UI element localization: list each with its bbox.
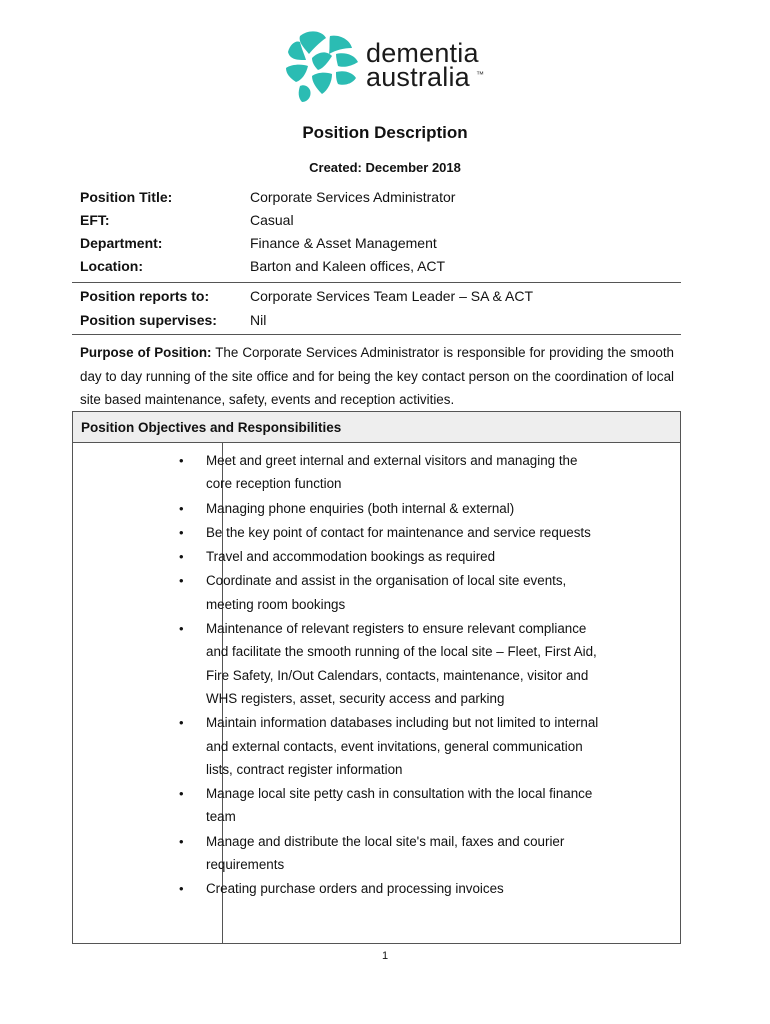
list-item: • Manage local site petty cash in consultation with the local finance team [206, 782, 606, 829]
detail-value: Barton and Kaleen offices, ACT [250, 258, 446, 274]
detail-label: Location: [80, 258, 143, 274]
detail-value: Corporate Services Administrator [250, 189, 456, 205]
logo-trademark: ™ [476, 70, 484, 79]
detail-label: Position Title: [80, 189, 173, 205]
detail-value: Finance & Asset Management [250, 235, 437, 251]
brain-logo-icon [282, 30, 364, 104]
dementia-australia-logo [282, 30, 492, 104]
logo-text-dementia: dementia [366, 38, 479, 68]
list-item: • Meet and greet internal and external visitors and managing the core reception function [206, 449, 606, 496]
divider [72, 334, 681, 335]
purpose-label: Purpose of Position: [80, 345, 212, 360]
list-item: • Manage and distribute the local site's mail, faxes and courier requirements [206, 830, 606, 877]
list-item: • Maintenance of relevant registers to ensure relevant compliance and facilitate the smooth running of the local site – Fleet, First Aid, Fire Safety, In/Out Calendars, contacts, maintenance, visitor and WHS registers, asset, security access and parking [206, 617, 606, 710]
created-date: Created: December 2018 [309, 160, 461, 175]
list-item: • Managing phone enquiries (both internal & external) [206, 497, 606, 520]
list-item: • Coordinate and assist in the organisation of local site events, meeting room bookings [206, 569, 606, 616]
page-number: 1 [381, 950, 389, 962]
detail-value: Corporate Services Team Leader – SA & ACT [250, 288, 533, 304]
responsibilities-list [206, 449, 606, 902]
divider [72, 282, 681, 283]
objectives-heading: Position Objectives and Responsibilities [81, 420, 342, 435]
detail-value: Nil [250, 312, 267, 328]
detail-label: Position reports to: [80, 288, 210, 304]
objectives-table-header [73, 412, 680, 443]
list-item: • Travel and accommodation bookings as required [206, 545, 606, 568]
purpose-text: The Corporate Services Administrator is responsible for providing the smooth day to day running of the site office and for being the key contact person on the coordination of local site based maintenance, safety, events and reception activities. [80, 345, 675, 407]
document-title: Position Description [302, 123, 468, 142]
detail-label: Department: [80, 235, 163, 251]
list-item: • Be the key point of contact for maintenance and service requests [206, 521, 606, 544]
detail-value: Casual [250, 212, 294, 228]
list-item: • Maintain information databases including but not limited to internal and external contacts, event invitations, general communication lists, contract register information [206, 711, 606, 781]
list-item: • Creating purchase orders and processing invoices [206, 877, 606, 900]
detail-label: EFT: [80, 212, 110, 228]
detail-label: Position supervises: [80, 312, 217, 328]
logo-text-australia: australia [366, 62, 470, 92]
purpose-paragraph [80, 341, 674, 412]
